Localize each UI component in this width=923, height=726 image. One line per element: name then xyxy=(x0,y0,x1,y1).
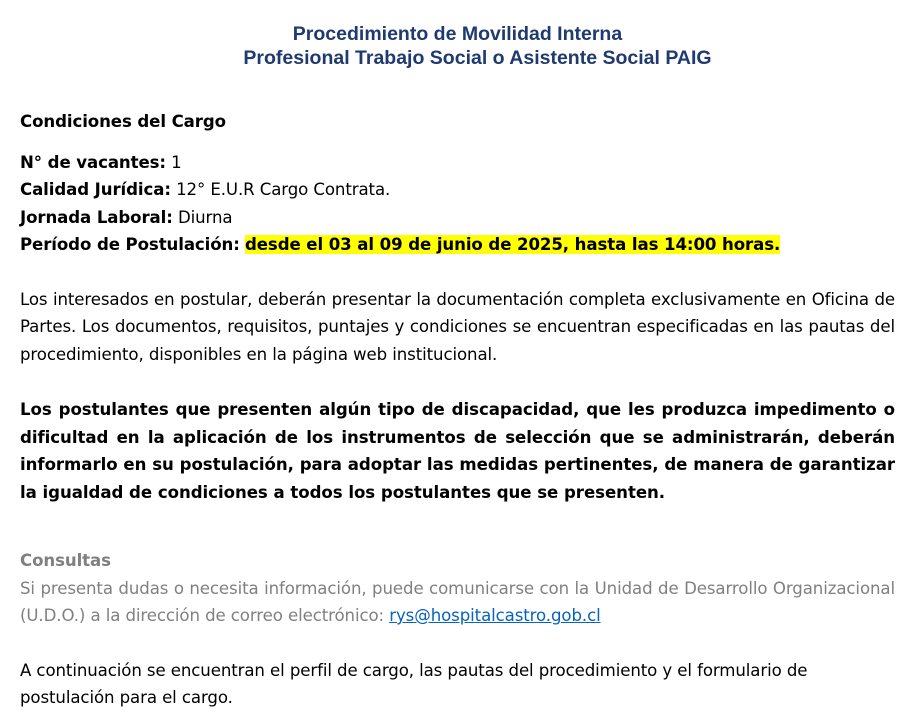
final-paragraph: A continuación se encuentran el perfil de cargo, las pautas del procedimiento y el formulario de postulación para el cargo. xyxy=(20,660,808,707)
conditions-heading: Condiciones del Cargo xyxy=(20,112,226,131)
calidad-value: 12° E.U.R Cargo Contrata. xyxy=(170,180,391,199)
calidad-row xyxy=(20,176,895,204)
title-line-1: Procedimiento de Movilidad Interna xyxy=(292,23,623,45)
interesados-paragraph: Los interesados en postular, deberán presentar la documentación completa exclusivamente en Oficina de Partes. Los documentos, requisitos, puntajes y condiciones se encuentran especificadas en las pautas del procedimiento, disponibles en la página web institucional. xyxy=(20,289,895,364)
periodo-value-highlight: desde el 03 al 09 de junio de 2025, hasta las 14:00 horas. xyxy=(244,235,781,254)
consultas-heading: Consultas xyxy=(20,551,111,570)
jornada-label: Jornada Laboral: xyxy=(20,207,173,227)
title-line-2: Profesional Trabajo Social o Asistente Social PAIG xyxy=(243,47,712,69)
conditions-list xyxy=(20,149,895,259)
consultas-text xyxy=(20,575,895,630)
consultas-body: Si presenta dudas o necesita información, puede comunicarse con la Unidad de Desarrollo Organizacional (U.D.O.) a la dirección de correo electrónico: xyxy=(20,578,895,625)
consultas-section xyxy=(20,547,895,630)
discapacidad-paragraph: Los postulantes que presenten algún tipo de discapacidad, que les produzca impedimento o dificultad en la aplicación de los instrumentos de selección que se administrarán, deberán informarlo en su postulación, para adoptar las medidas pertinentes, de manera de garantizar la igualdad de condiciones a todos los postulantes que se presenten. xyxy=(20,400,895,502)
periodo-label: Período de Postulación: xyxy=(20,235,240,254)
vacantes-value: 1 xyxy=(165,152,182,172)
jornada-value: Diurna xyxy=(172,207,233,227)
jornada-row xyxy=(20,204,895,232)
vacantes-row xyxy=(20,149,895,177)
vacantes-label: N° de vacantes: xyxy=(20,152,166,172)
document-title xyxy=(20,22,895,70)
email-link[interactable]: rys@hospitalcastro.gob.cl xyxy=(389,606,601,625)
document xyxy=(20,22,895,712)
calidad-label: Calidad Jurídica: xyxy=(20,180,171,199)
periodo-row xyxy=(20,231,895,259)
